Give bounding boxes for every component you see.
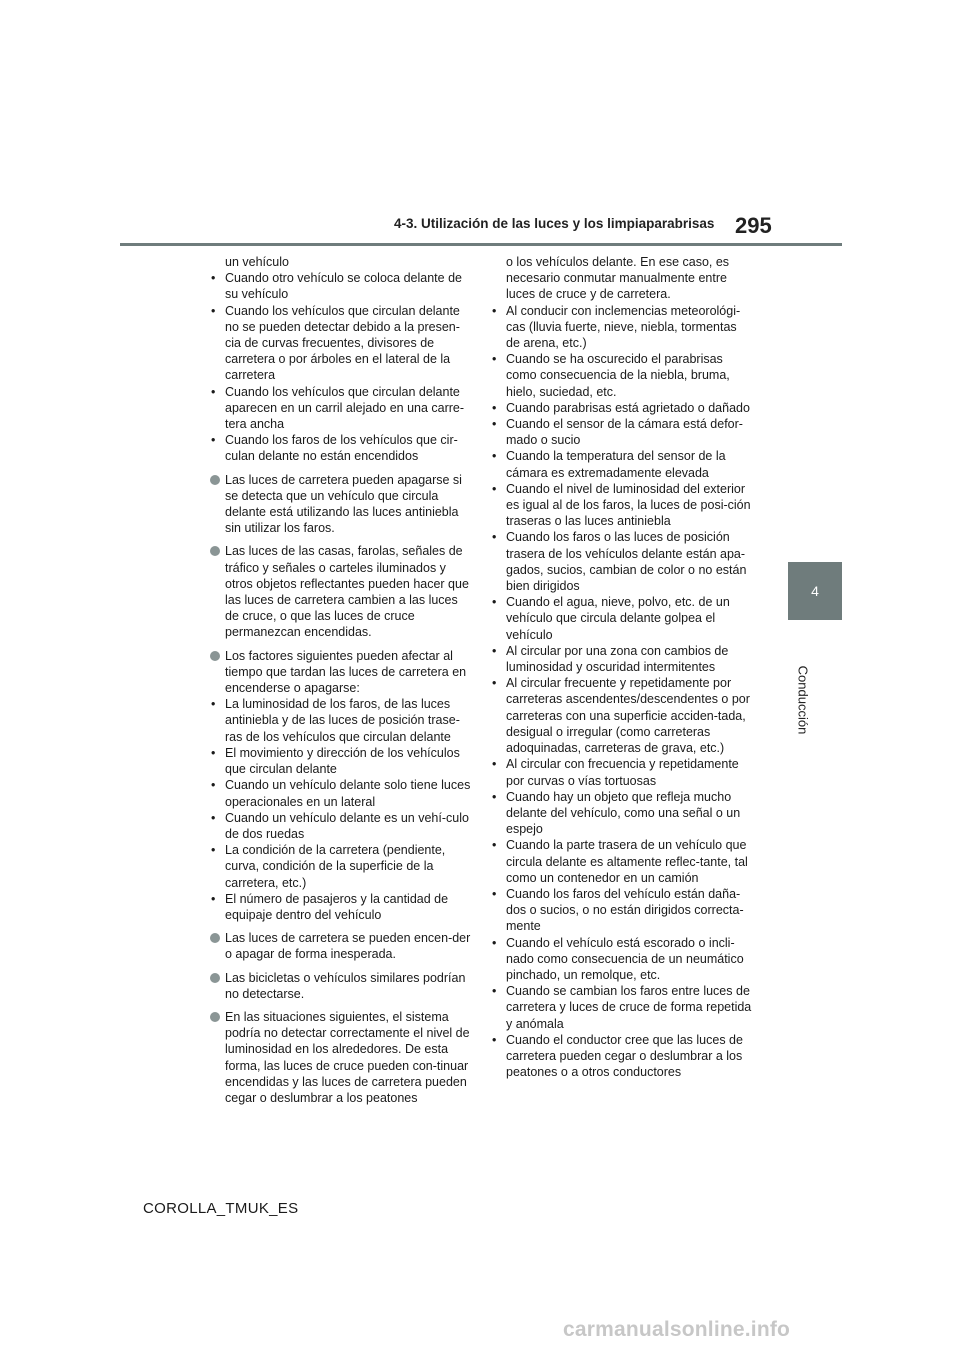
list-item: • Cuando se ha oscurecido el parabrisas como consecuencia de la niebla, bruma, hielo, suciedad, etc. — [492, 352, 730, 399]
list-item: • Al circular por una zona con cambios de luminosidad y oscuridad intermitentes — [492, 643, 729, 675]
list-item: • Cuando el nivel de luminosidad del exterior es igual al de los faros, la luces de posi-ción traseras o las luces antiniebla — [492, 481, 751, 529]
list-item: • Cuando otro vehículo se coloca delante de su vehículo — [211, 271, 462, 302]
list-item: • Cuando el sensor de la cámara está defor-mado o sucio — [492, 417, 743, 448]
list-item: • Cuando el agua, nieve, polvo, etc. de un vehículo que circula delante golpea el vehículo — [492, 595, 730, 642]
bullet-circle-icon — [210, 1012, 220, 1022]
list-item: • Cuando la parte trasera de un vehículo que circula delante es altamente reflec-tante, tal como un contenedor en un camión — [492, 838, 748, 885]
paragraph-timing-factors: Los factores siguientes pueden afectar al tiempo que tardan las luces de carretera en encenderse o apagarse: • La luminosidad de los faros, de las luces antiniebla y de las luces de posición trase-ras de los vehículos que circulan delante • El movimiento y dirección de los vehículos que circulan delante • Cuando un vehículo delante solo tiene luces operacionales en un lateral • Cuando un vehículo delante es un vehí-culo de dos ruedas • La condición de la carretera (pendiente, curva, condición de la superficie de la carretera, etc.) • El número de pasajeros y la cantidad de equipaje dentro del vehículo — [211, 648, 471, 922]
bullet-circle-icon — [210, 475, 220, 485]
list-item: • Cuando el vehículo está escorado o incli-nado como consecuencia de un neumático pinchado, un remolque, etc. — [492, 935, 744, 982]
left-column — [210, 254, 472, 1106]
paragraph-fog-lights: Las luces de carretera pueden apagarse si se detecta que un vehículo que circula delante está utilizando las luces antiniebla sin utilizar los faros. — [210, 472, 472, 537]
list-item: • Al conducir con inclemencias meteorológi-cas (lluvia fuerte, nieve, niebla, tormentas de arena, etc.) — [492, 303, 741, 351]
list-item: • Cuando los vehículos que circulan delante no se pueden detectar debido a la presen-cia de curvas frecuentes, divisores de carretera o por árboles en el lateral de la carretera — [211, 303, 460, 383]
chapter-label: Conducción — [795, 665, 811, 735]
list-item: • Al circular con frecuencia y repetidamente por curvas o vías tortuosas — [492, 757, 739, 788]
bullet-list-situations — [491, 303, 753, 1081]
list-item: • El número de pasajeros y la cantidad de equipaje dentro del vehículo — [211, 891, 449, 922]
paragraph-bicycles: Las bicicletas o vehículos similares podrían no detectarse. — [210, 970, 472, 1002]
watermark: carmanualsonline.info — [563, 1318, 791, 1341]
paragraph-unexpected: Las luces de carretera se pueden encen-der o apagar de forma inesperada. — [210, 930, 472, 962]
list-item: • El movimiento y dirección de los vehículos que circulan delante — [211, 745, 460, 777]
list-item: • Cuando los faros o las luces de posición trasera de los vehículos delante están apa-gados, sucios, cambian de color o no están bien dirigidos — [492, 530, 747, 594]
bullet-list-a — [210, 270, 472, 464]
list-item: • La luminosidad de los faros, de las luces antiniebla y de las luces de posición trase-ras de los vehículos que circulan delante — [211, 697, 460, 744]
list-item: • Cuando la temperatura del sensor de la cámara es extremadamente elevada — [492, 449, 726, 480]
continuation-text: un vehículo — [225, 255, 289, 269]
paragraph-detection-situations: En las situaciones siguientes, el sistema podría no detectar correctamente el nivel de luminosidad en los alrededores. De esta forma, las luces de cruce pueden con-tinuar encendidas y las luces de carretera pueden cegar o deslumbrar a los peatones — [210, 1009, 472, 1106]
list-item: • Cuando los faros de los vehículos que cir-culan delante no están encendidos — [211, 433, 458, 464]
chapter-tab — [788, 562, 842, 620]
list-item: • Cuando el conductor cree que las luces de carretera pueden cegar o deslumbrar a los peatones o a otros conductores — [492, 1032, 743, 1080]
list-item: • Al circular frecuente y repetidamente por carreteras ascendentes/descendentes o por carreteras con una superficie acciden-tada, desigual o irregular (como carreteras adoquinadas, carreteras de grava, etc.) — [492, 676, 750, 756]
bullet-circle-icon — [210, 546, 220, 556]
paragraph-reflective-objects: Las luces de las casas, farolas, señales de tráfico y señales o carteles iluminados y otros objetos reflectantes pueden hacer que las luces de carretera cambien a las luces de cruce, o que las luces de cruce permanezcan encendidas. — [210, 543, 472, 640]
list-item: • Cuando se cambian los faros entre luces de carretera y luces de cruce de forma repetida y anómala — [492, 984, 752, 1031]
list-item: • Cuando los faros del vehículo están daña-dos o sucios, o no están dirigidos correcta-mente — [492, 886, 744, 934]
list-item: • Cuando parabrisas está agrietado o dañado — [492, 400, 750, 415]
section-title: 4-3. Utilización de las luces y los limpiaparabrisas — [394, 216, 715, 231]
right-column — [491, 254, 753, 1080]
footer-model-code: COROLLA_TMUK_ES — [143, 1200, 299, 1217]
list-item: • Cuando los vehículos que circulan delante aparecen en un carril alejado en una carre-tera ancha — [211, 384, 465, 432]
continuation-text: o los vehículos delante. En ese caso, es necesario conmutar manualmente entre luces de cruce y de carretera. — [506, 255, 730, 302]
bullet-circle-icon — [210, 973, 220, 983]
list-item: • Cuando un vehículo delante es un vehí-culo de dos ruedas — [211, 810, 469, 841]
list-item: • La condición de la carretera (pendiente, curva, condición de la superficie de la carretera, etc.) — [211, 843, 446, 890]
bullet-circle-icon — [210, 933, 220, 943]
list-item: • Cuando hay un objeto que refleja mucho delante del vehículo, como una señal o un espejo — [492, 789, 741, 837]
page-number: 295 — [735, 213, 772, 238]
chapter-number: 4 — [811, 583, 819, 599]
header-divider — [120, 243, 842, 246]
list-item: • Cuando un vehículo delante solo tiene luces operacionales en un lateral — [211, 778, 471, 809]
bullet-circle-icon — [210, 651, 220, 661]
